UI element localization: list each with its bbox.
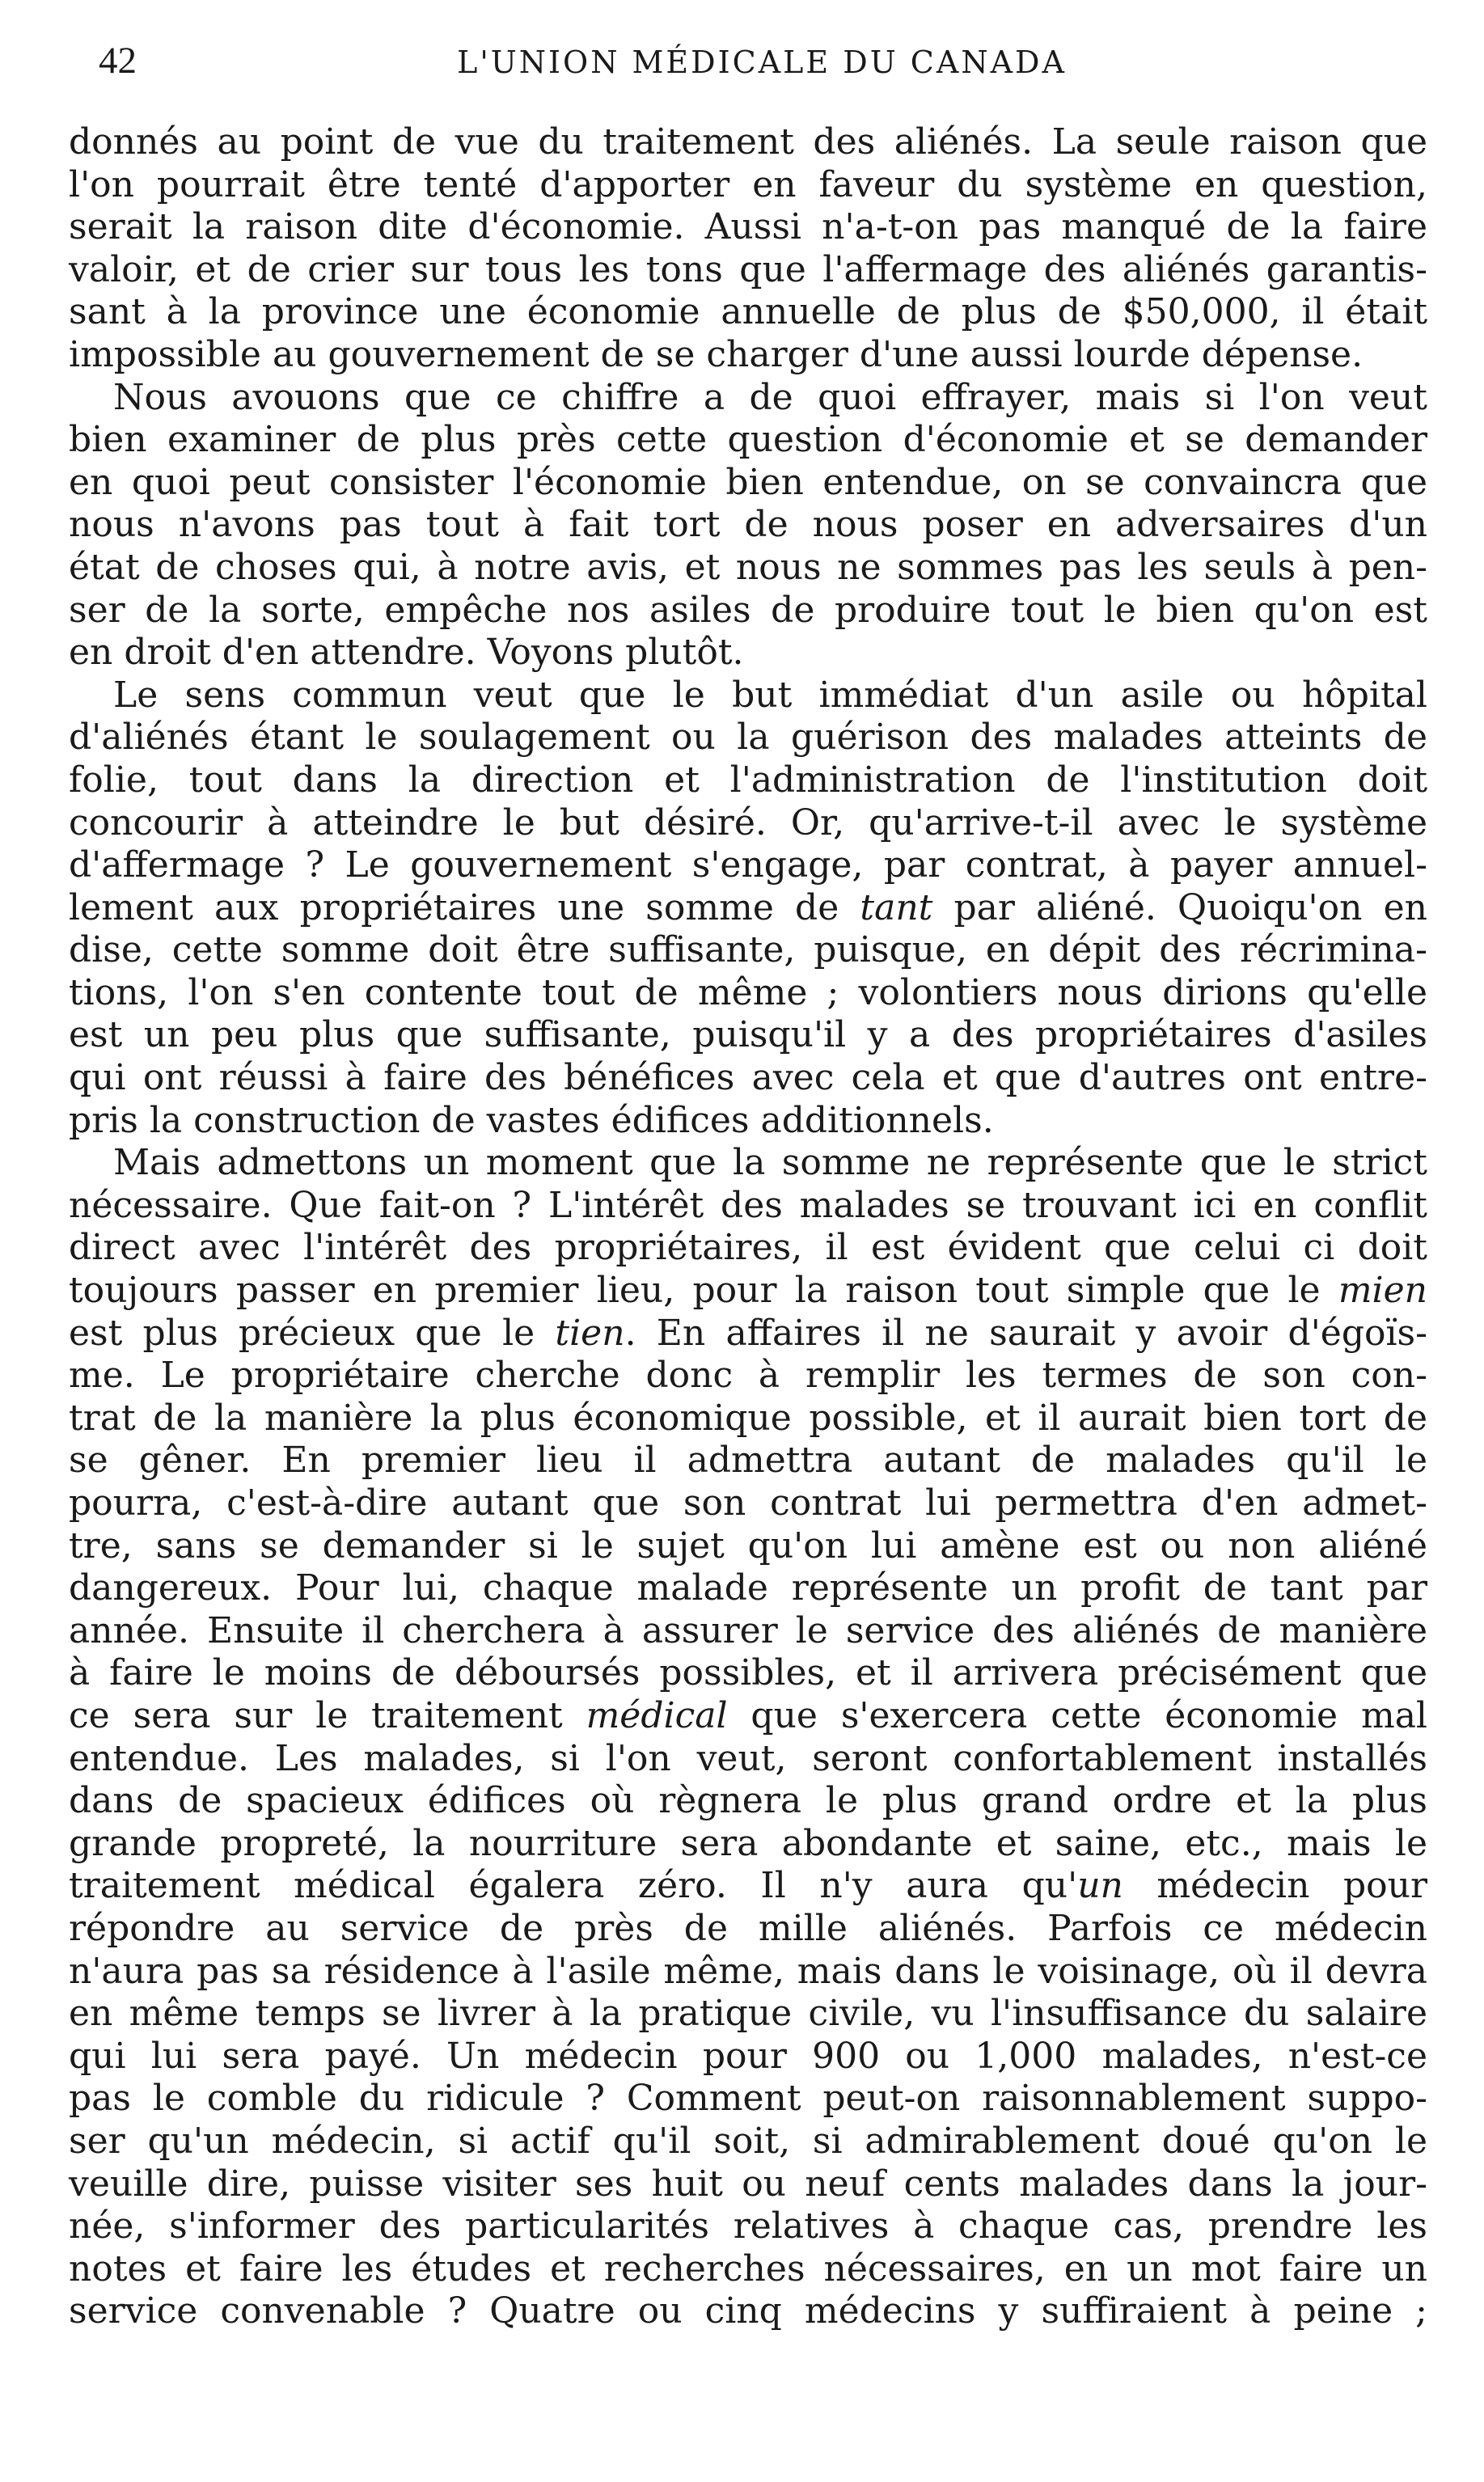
- text-line: pris la construction de vastes édifices additionnels.: [69, 1099, 994, 1141]
- text-line: notes et faire les études et recherches nécessaires, en un mot faire un: [69, 2247, 1427, 2290]
- text-line: me. Le propriétaire cherche donc à remplir les termes de son con-: [69, 1355, 1427, 1397]
- text-line: année. Ensuite il cherchera à assurer le service des aliénés de manière: [69, 1609, 1427, 1651]
- text-line: bien examiner de plus près cette question d'économie et se demander: [69, 419, 1427, 461]
- text-line: pourra, c'est-à-dire autant que son contrat lui permettra d'en admet-: [69, 1482, 1427, 1524]
- text-line: veuille dire, puisse visiter ses huit ou neuf cents malades dans la jour-: [69, 2163, 1427, 2205]
- text-line: se gêner. En premier lieu il admettra autant de malades qu'il le: [69, 1440, 1427, 1482]
- text-line: d'affermage ? Le gouvernement s'engage, par contrat, à payer annuel-: [69, 844, 1427, 886]
- text-line: ce sera sur le traitement médical que s'exercera cette économie mal: [69, 1694, 1427, 1736]
- page-number: 42: [99, 40, 137, 82]
- text-line: l'on pourrait être tenté d'apporter en faveur du système en question,: [69, 163, 1427, 205]
- text-line: lement aux propriétaires une somme de tant par aliéné. Quoiqu'on en: [69, 886, 1428, 928]
- text-line: nécessaire. Que fait-on ? L'intérêt des malades se trouvant ici en conflit: [69, 1184, 1427, 1226]
- text-line: pas le comble du ridicule ? Comment peut-on raisonnablement suppo-: [69, 2078, 1427, 2120]
- text-line: d'aliénés étant le soulagement ou la guérison des malades atteints de: [69, 717, 1427, 759]
- text-line: en même temps se livrer à la pratique civile, vu l'insuffisance du salaire: [69, 1993, 1427, 2035]
- text-line: traitement médical égalera zéro. Il n'y aura qu'un médecin pour: [69, 1865, 1427, 1907]
- text-line: trat de la manière la plus économique possible, et il aurait bien tort de: [69, 1397, 1427, 1439]
- text-line: Mais admettons un moment que la somme ne représente que le strict: [113, 1142, 1427, 1184]
- body-text: [69, 121, 1427, 2333]
- text-line: Le sens commun veut que le but immédiat d'un asile ou hôpital: [113, 674, 1427, 716]
- text-line: est un peu plus que suffisante, puisqu'il y a des propriétaires d'asiles: [69, 1014, 1427, 1056]
- text-line: en droit d'en attendre. Voyons plutôt.: [69, 632, 744, 674]
- text-line: dangereux. Pour lui, chaque malade représente un profit de tant par: [69, 1567, 1427, 1609]
- text-line: entendue. Les malades, si l'on veut, seront confortablement installés: [69, 1737, 1427, 1779]
- text-line: service convenable ? Quatre ou cinq médecins y suffiraient à peine ;: [69, 2290, 1427, 2332]
- text-line: folie, tout dans la direction et l'administration de l'institution doit: [69, 759, 1427, 801]
- text-line: toujours passer en premier lieu, pour la raison tout simple que le mien: [69, 1270, 1427, 1312]
- text-line: tions, l'on s'en contente tout de même ; volontiers nous dirions qu'elle: [69, 971, 1427, 1013]
- italic-word: un: [1077, 1865, 1123, 1907]
- text-line: en quoi peut consister l'économie bien entendue, on se convaincra que: [69, 461, 1427, 503]
- text-line: née, s'informer des particularités relatives à chaque cas, prendre les: [69, 2205, 1427, 2247]
- text-line: impossible au gouvernement de se charger d'une aussi lourde dépense.: [69, 333, 1364, 375]
- text-line: état de choses qui, à notre avis, et nous ne sommes pas les seuls à pen-: [69, 546, 1427, 588]
- text-line: ser qu'un médecin, si actif qu'il soit, si admirablement doué qu'on le: [69, 2120, 1427, 2162]
- text-line: nous n'avons pas tout à fait tort de nous poser en adversaires d'un: [69, 504, 1427, 546]
- text-line: à faire le moins de déboursés possibles, et il arrivera précisément que: [69, 1652, 1427, 1694]
- text-line: Nous avouons que ce chiffre a de quoi effrayer, mais si l'on veut: [113, 376, 1427, 418]
- text-line: qui lui sera payé. Un médecin pour 900 ou 1,000 malades, n'est-ce: [69, 2035, 1427, 2077]
- text-line: ser de la sorte, empêche nos asiles de produire tout le bien qu'on est: [69, 589, 1427, 631]
- text-line: qui ont réussi à faire des bénéfices avec cela et que d'autres ont entre-: [69, 1057, 1427, 1099]
- text-line: dise, cette somme doit être suffisante, puisque, en dépit des récrimina-: [69, 929, 1427, 971]
- text-line: serait la raison dite d'économie. Aussi n'a-t-on pas manqué de la faire: [69, 206, 1427, 248]
- text-line: répondre au service de près de mille aliénés. Parfois ce médecin: [69, 1907, 1427, 1949]
- italic-word: tant: [860, 886, 933, 928]
- text-line: est plus précieux que le tien. En affaires il ne saurait y avoir d'égoïs-: [69, 1312, 1428, 1354]
- running-head: L'UNION MÉDICALE DU CANADA: [457, 44, 1067, 80]
- text-line: concourir à atteindre le but désiré. Or, qu'arrive-t-il avec le système: [69, 801, 1427, 844]
- italic-word: médical: [586, 1694, 728, 1736]
- italic-word: mien: [1338, 1270, 1427, 1312]
- text-line: n'aura pas sa résidence à l'asile même, mais dans le voisinage, où il devra: [69, 1950, 1427, 1992]
- text-line: valoir, et de crier sur tous les tons que l'affermage des aliénés garantis-: [69, 248, 1427, 290]
- text-line: grande propreté, la nourriture sera abondante et saine, etc., mais le: [69, 1822, 1427, 1864]
- page-header: [99, 32, 1425, 89]
- text-line: donnés au point de vue du traitement des aliénés. La seule raison que: [69, 121, 1427, 163]
- text-line: direct avec l'intérêt des propriétaires, il est évident que celui ci doit: [69, 1227, 1427, 1269]
- italic-word: tien: [555, 1312, 625, 1354]
- text-line: dans de spacieux édifices où règnera le plus grand ordre et la plus: [69, 1780, 1427, 1822]
- text-line: tre, sans se demander si le sujet qu'on lui amène est ou non aliéné: [69, 1524, 1427, 1567]
- text-line: sant à la province une économie annuelle de plus de $50,000, il était: [69, 291, 1427, 333]
